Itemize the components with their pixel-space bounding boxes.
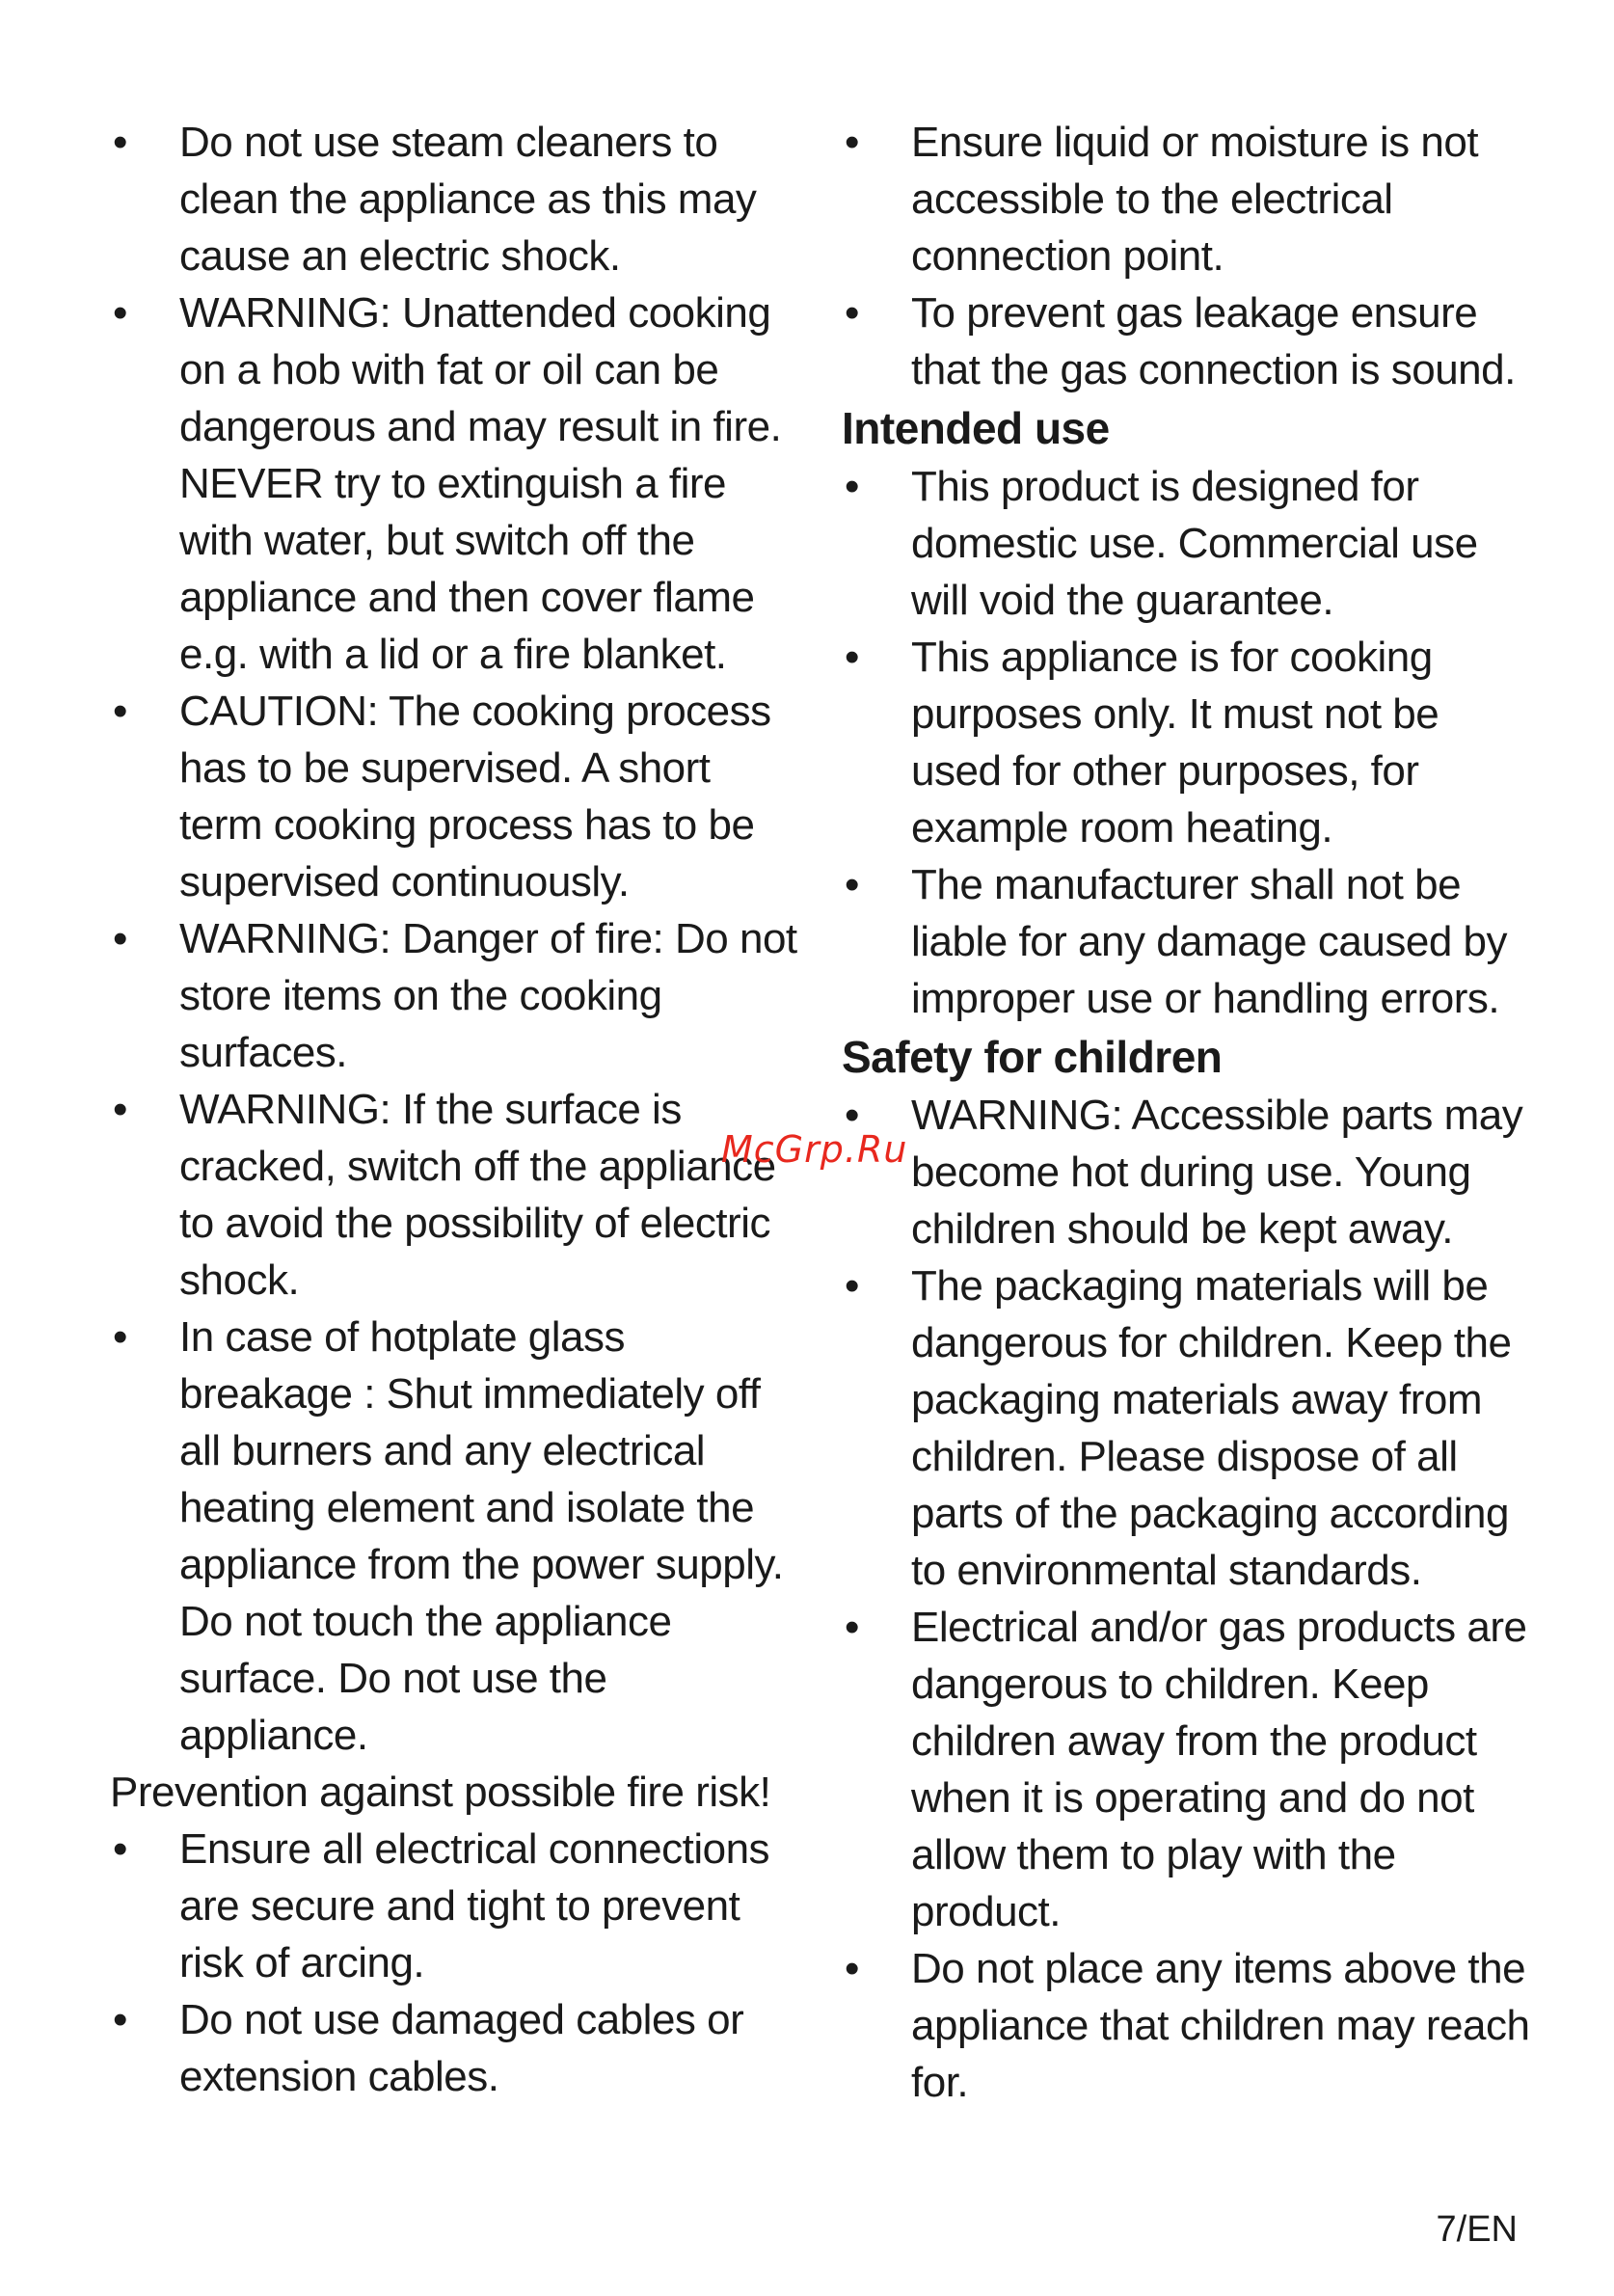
bullet-list-right-top <box>842 114 1536 398</box>
bullet-icon: • <box>113 1825 127 1873</box>
bullet-icon: • <box>845 1604 859 1651</box>
list-item <box>110 114 804 284</box>
list-item <box>842 114 1536 284</box>
list-item <box>842 1940 1536 2111</box>
section-heading-intended-use: Intended use <box>842 403 1110 453</box>
bullet-icon: • <box>845 289 859 337</box>
bullet-icon: • <box>845 463 859 510</box>
bullet-icon: • <box>113 1086 127 1133</box>
list-item <box>842 1257 1536 1599</box>
bullet-icon: • <box>845 1945 859 1992</box>
list-item-text: Do not place any items above the appliance that children may reach for. <box>911 1945 1530 2106</box>
bullet-list-left-bottom <box>110 1821 804 2105</box>
list-item <box>842 1599 1536 1940</box>
list-item <box>110 910 804 1081</box>
bullet-icon: • <box>845 1262 859 1310</box>
list-item <box>110 1991 804 2105</box>
right-column <box>842 114 1536 2111</box>
bullet-icon: • <box>113 688 127 735</box>
list-item-text: The packaging materials will be dangerous for children. Keep the packaging materials away from children. Please dispose of all parts of the packaging according to environmental standards. <box>911 1262 1512 1594</box>
list-item-text: In case of hotplate glass breakage : Shut immediately off all burners and any electrical heating element and isolate the appliance from the power supply. Do not touch the appliance surface. Do not use the appliance. <box>179 1313 784 1759</box>
bullet-icon: • <box>845 119 859 166</box>
bullet-icon: • <box>113 1996 127 2043</box>
list-item-text: WARNING: Unattended cooking on a hob with fat or oil can be dangerous and may result in fire. NEVER try to extinguish a fire with water, but switch off the appliance and then cover flame e.g. with a lid or a fire blanket. <box>179 289 782 678</box>
list-item-text: WARNING: Danger of fire: Do not store items on the cooking surfaces. <box>179 915 797 1076</box>
list-item-text: Ensure all electrical connections are secure and tight to prevent risk of arcing. <box>179 1825 770 1986</box>
list-item-text: To prevent gas leakage ensure that the gas connection is sound. <box>911 289 1516 393</box>
bullet-list-safety-children <box>842 1087 1536 2111</box>
bullet-icon: • <box>113 289 127 337</box>
left-column <box>110 114 804 2105</box>
list-item-text: WARNING: Accessible parts may become hot during use. Young children should be kept away. <box>911 1092 1523 1253</box>
section-heading-safety-children: Safety for children <box>842 1032 1223 1082</box>
bullet-list-intended-use <box>842 458 1536 1027</box>
bullet-icon: • <box>113 915 127 962</box>
list-item <box>110 1821 804 1991</box>
bullet-icon: • <box>113 119 127 166</box>
watermark: McGrp.Ru <box>721 1128 908 1171</box>
list-item-text: Do not use damaged cables or extension cables. <box>179 1996 744 2100</box>
list-item-text: CAUTION: The cooking process has to be supervised. A short term cooking process has to be supervised continuously. <box>179 688 771 905</box>
bullet-icon: • <box>845 861 859 908</box>
list-item <box>110 1309 804 1764</box>
list-item-text: The manufacturer shall not be liable for any damage caused by improper use or handling errors. <box>911 861 1508 1022</box>
list-item-text: Do not use steam cleaners to clean the appliance as this may cause an electric shock. <box>179 119 757 280</box>
bullet-icon: • <box>845 634 859 681</box>
list-item-text: Ensure liquid or moisture is not accessible to the electrical connection point. <box>911 119 1479 280</box>
page-number: 7/EN <box>1436 2209 1518 2250</box>
fire-risk-line: Prevention against possible fire risk! <box>110 1769 771 1816</box>
bullet-icon: • <box>845 1092 859 1139</box>
list-item <box>842 856 1536 1027</box>
bullet-icon: • <box>113 1313 127 1361</box>
list-item <box>110 284 804 683</box>
list-item <box>842 458 1536 629</box>
list-item-text: This appliance is for cooking purposes only. It must not be used for other purposes, for example room heating. <box>911 634 1439 851</box>
list-item <box>842 629 1536 856</box>
list-item-text: Electrical and/or gas products are dangerous to children. Keep children away from the product when it is operating and do not allow them to play with the product. <box>911 1604 1527 1935</box>
list-item <box>842 284 1536 398</box>
list-item-text: WARNING: If the surface is cracked, switch off the appliance to avoid the possibility of electric shock. <box>179 1086 776 1304</box>
list-item <box>110 1081 804 1309</box>
bullet-list-left-top <box>110 114 804 1764</box>
list-item-text: This product is designed for domestic use. Commercial use will void the guarantee. <box>911 463 1478 624</box>
list-item <box>842 1087 1536 1257</box>
list-item <box>110 683 804 910</box>
